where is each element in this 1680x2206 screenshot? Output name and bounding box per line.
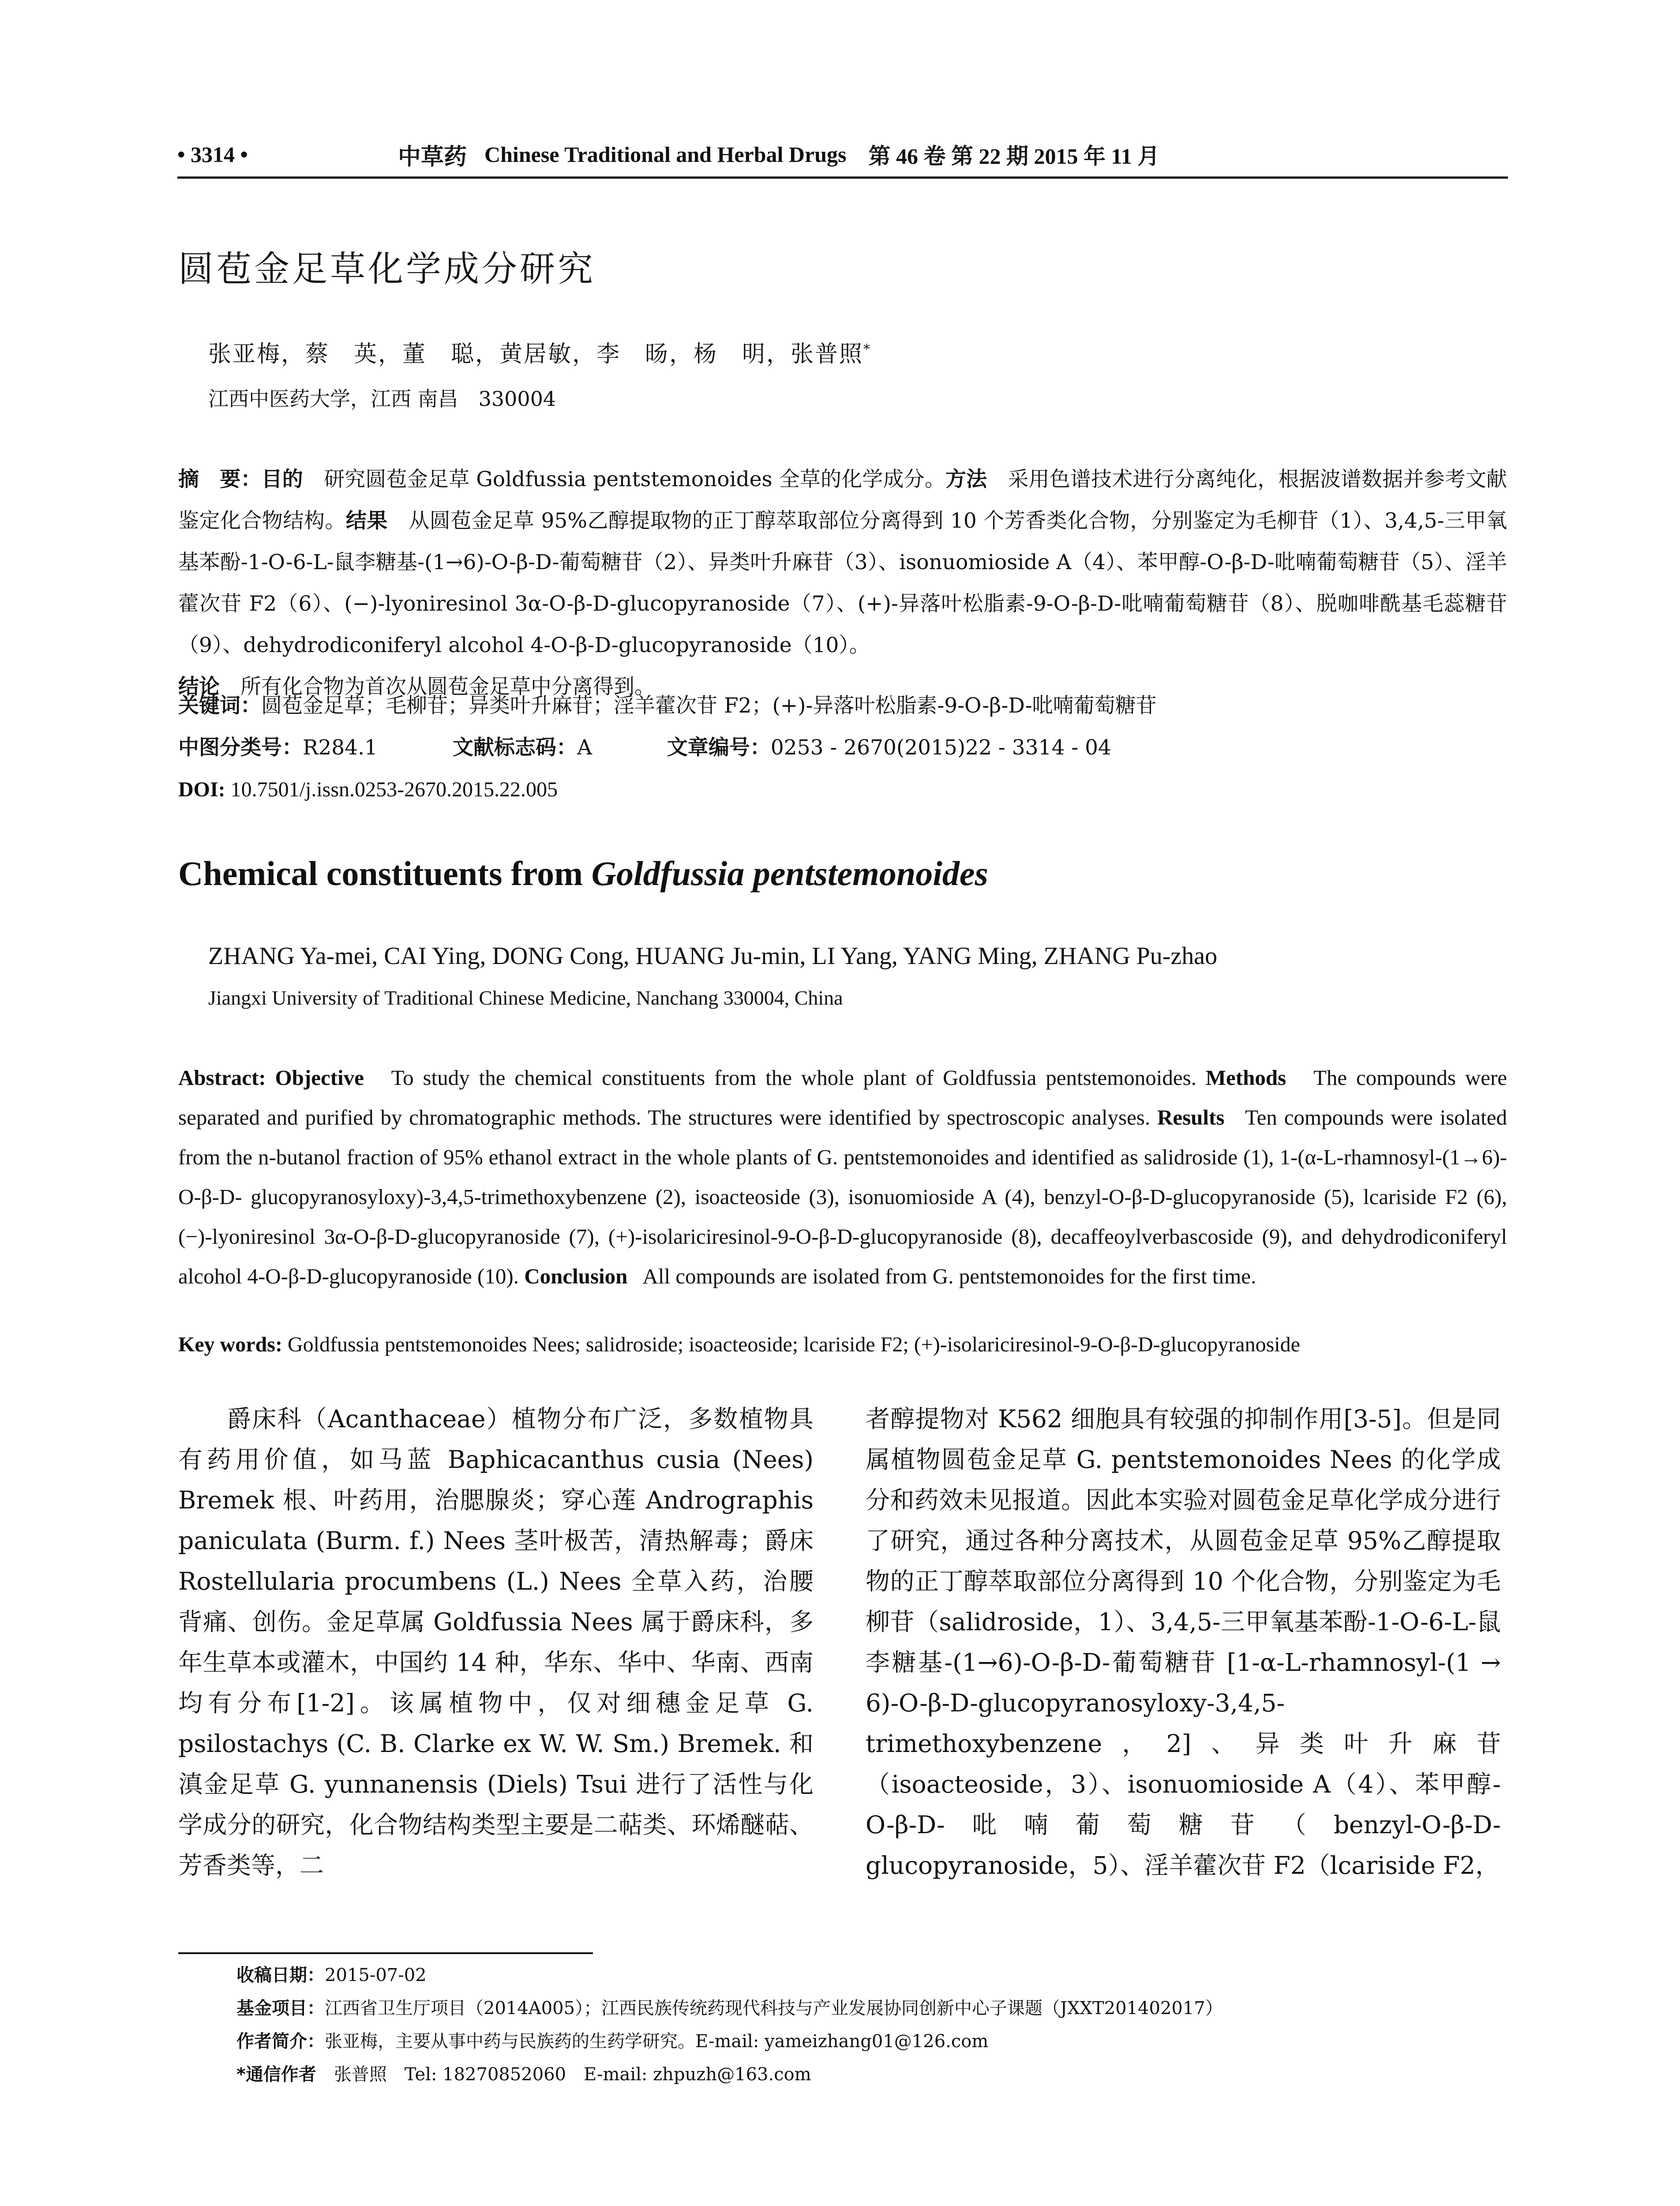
abstract-cn [178, 459, 1507, 708]
doc-code-label: 文献标志码： [452, 735, 577, 760]
authors-cn [208, 335, 871, 368]
conclusion-en: All compounds are isolated from G. pentstemonoides for the first time. [642, 1264, 1256, 1288]
received-label: 收稿日期： [236, 1965, 325, 1985]
results-cn: 从圆苞金足草 95%乙醇提取物的正丁醇萃取部位分离得到 10 个芳香类化合物，分别鉴定为毛柳苷（1）、3,4,5-三甲氧基苯酚-1-O-6-L-鼠李糖基-(1→6)-O-β-D-葡萄糖苷（2）、异类叶升麻苷（3）、isonuomioside A（4）、苯甲醇-O-β-D-吡喃葡萄糖苷（5）、淫羊藿次苷 F2（6）、(−)-lyoniresinol 3α-O-β-D-glucopyranoside（7）、(+)-异落叶松脂素-9-O-β-D-吡喃葡萄糖苷（8）、脱咖啡酰基毛蕊糖苷（9）、dehydrodiconiferyl alcohol 4-O-β-D-glucopyranoside（10）。 [178, 509, 1508, 657]
results-label-en: Results [1157, 1105, 1225, 1129]
results-en: Ten compounds were isolated from the n-butanol fraction of 95% ethanol extract in the whole plants of G. pentstemonoides and identified as salidroside (1), 1-(α-L-rhamnosyl-(1→6)-O-β-D- glucopyranosyloxy)-3,4,5-trimethoxybenzene (2), isoacteoside (3), isonuomioside A (4), benzyl-O-β-D-glucopyranoside (5), lcariside F2 (6), (−)-lyoniresinol 3α-O-β-D-glucopyranoside (7), (+)-isolariciresinol-9-O-β-D-glucopyranoside (8), decaffeoylverbascoside (9), and dehydrodiconiferyl alcohol 4-O-β-D-glucopyranoside (10). [178, 1105, 1507, 1288]
doi-label: DOI: [178, 778, 225, 801]
body-column-right: 者醇提物对 K562 细胞具有较强的抑制作用[3-5]。但是同属植物圆苞金足草 G. pentstemonoides Nees 的化学成分和药效未见报道。因此本实验对圆苞金足草化学成分进行了研究，通过各种分离技术，从圆苞金足草 95%乙醇提取物的正丁醇萃取部位分离得到 10 个化合物，分别鉴定为毛柳苷（salidroside，1）、3,4,5-三甲氧基苯酚-1-O-6-L-鼠李糖基-(1→6)-O-β-D-葡萄糖苷 [1-α-L-rhamnosyl-(1 → 6)-O-β-D-glucopyranosyloxy-3,4,5-trimethoxybenzene，2]、异类叶升麻苷（isoacteoside，3）、isonuomioside A（4）、苯甲醇-O-β-D-吡喃葡萄糖苷（benzyl-O-β-D-glucopyranoside，5）、淫羊藿次苷 F2（lcariside F2， [866, 1405, 1501, 1880]
methods-en: The compounds were separated and purified by chromatographic methods. The structures were identified by spectroscopic analyses. [178, 1065, 1508, 1129]
keywords-en [178, 1332, 1300, 1357]
body-column-left: 爵床科（Acanthaceae）植物分布广泛，多数植物具有药用价值，如马蓝 Baphicacanthus cusia (Nees) Bremek 根、叶药用，治腮腺炎；穿心莲 Andrographis paniculata (Burm. f.) Nees 茎叶极苦，清热解毒；爵床 Rostellularia procumbens (L.) Nees 全草入药，治腰背痛、创伤。金足草属 Goldfussia Nees 属于爵床科，多年生草本或灌木，中国约 14 种，华东、华中、华南、西南均有分布[1-2]。该属植物中，仅对细穗金足草 G. psilostachys (C. B. Clarke ex W. W. Sm.) Bremek. 和滇金足草 G. yunnanensis (Diels) Tsui 进行了活性与化学成分的研究，化合物结构类型主要是二萜类、环烯醚萜、芳香类等，二 [178, 1405, 814, 1880]
article-no-value: 0253 - 2670(2015)22 - 3314 - 04 [770, 735, 1111, 760]
title-en-species: Goldfussia pentstemonoides [591, 854, 988, 893]
abstract-cn-label: 摘 要： [178, 467, 262, 491]
clc-value: R284.1 [303, 735, 378, 760]
corresponding-mark: * [863, 341, 872, 357]
doc-code-value: A [577, 735, 592, 760]
keywords-en-label: Key words: [178, 1333, 282, 1356]
results-label-cn: 结果 [345, 509, 388, 533]
conclusion-label-cn: 结论 [178, 675, 220, 699]
objective-label-cn: 目的 [261, 467, 303, 491]
conclusion-label-en: Conclusion [524, 1264, 628, 1288]
author-bio-text: 张亚梅，主要从事中药与民族药的生药学研究。E-mail: yameizhang01@126.com [325, 2031, 989, 2052]
corresponding-label: *通信作者 [236, 2064, 316, 2085]
fund-label: 基金项目： [236, 1998, 325, 2018]
fund-text: 江西省卫生厅项目（2014A005）；江西民族传统药现代科技与产业发展协同创新中心子课题（JXXT201402017） [325, 1998, 1223, 2018]
received-date: 2015-07-02 [325, 1965, 427, 1985]
objective-en: To study the chemical constituents from the whole plant of Goldfussia pentstemonoides. [391, 1065, 1196, 1090]
clc-label: 中图分类号： [178, 735, 303, 760]
article-title-cn: 圆苞金足草化学成分研究 [178, 248, 596, 289]
authors-cn-text: 张亚梅，蔡 英，董 聪，黄居敏，李 旸，杨 明，张普照 [208, 341, 864, 368]
objective-cn: 研究圆苞金足草 Goldfussia pentstemonoides 全草的化学成分。 [324, 467, 945, 491]
article-title-en [178, 854, 988, 893]
footnote-divider [178, 1952, 593, 1954]
classification-line [178, 732, 1111, 763]
abstract-en-label: Abstract: Objective [178, 1065, 364, 1090]
journal-brand: 中草药 [398, 144, 467, 170]
methods-label-en: Methods [1205, 1065, 1286, 1090]
doi-link[interactable]: 10.7501/j.issn.0253-2670.2015.22.005 [230, 778, 558, 801]
footnote-corresponding [236, 2060, 811, 2086]
methods-cn: 采用色谱技术进行分离纯化，根据波谱数据并参考文献鉴定化合物结构。 [178, 467, 1508, 533]
footnote-fund [236, 1994, 1223, 2019]
keywords-cn [178, 690, 1157, 721]
methods-label-cn: 方法 [945, 467, 987, 491]
journal-name-en: Chinese Traditional and Herbal Drugs [484, 142, 847, 167]
affiliation-en: Jiangxi University of Traditional Chinese Medicine, Nanchang 330004, China [208, 987, 843, 1009]
abstract-en [178, 1058, 1507, 1296]
keywords-en-text: Goldfussia pentstemonoides Nees; salidroside; isoacteoside; lcariside F2; (+)-isolariciresinol-9-O-β-D-glucopyranoside [287, 1333, 1300, 1356]
keywords-cn-text: 圆苞金足草；毛柳苷；异类叶升麻苷；淫羊藿次苷 F2；(+)-异落叶松脂素-9-O-β-D-吡喃葡萄糖苷 [261, 694, 1157, 718]
author-bio-label: 作者简介： [236, 2031, 325, 2052]
keywords-cn-label: 关键词： [178, 694, 261, 718]
authors-en: ZHANG Ya-mei, CAI Ying, DONG Cong, HUANG Ju-min, LI Yang, YANG Ming, ZHANG Pu-zhao [208, 942, 1218, 970]
doi-line [178, 774, 558, 805]
footnote-author [236, 2027, 988, 2052]
corresponding-text: 张普照 Tel: 18270852060 E-mail: zhpuzh@163.com [334, 2064, 811, 2085]
issue-info: 第 46 卷 第 22 期 2015 年 11 月 [868, 144, 1160, 169]
running-header [177, 132, 1508, 179]
conclusion-cn: 所有化合物为首次从圆苞金足草中分离得到。 [240, 675, 655, 699]
article-no-label: 文章编号： [667, 735, 771, 760]
title-en-plain: Chemical constituents from [178, 854, 592, 893]
footnote-received [236, 1961, 427, 1986]
page-number: • 3314 • [177, 142, 248, 167]
affiliation-cn: 江西中医药大学，江西 南昌 330004 [208, 387, 556, 411]
